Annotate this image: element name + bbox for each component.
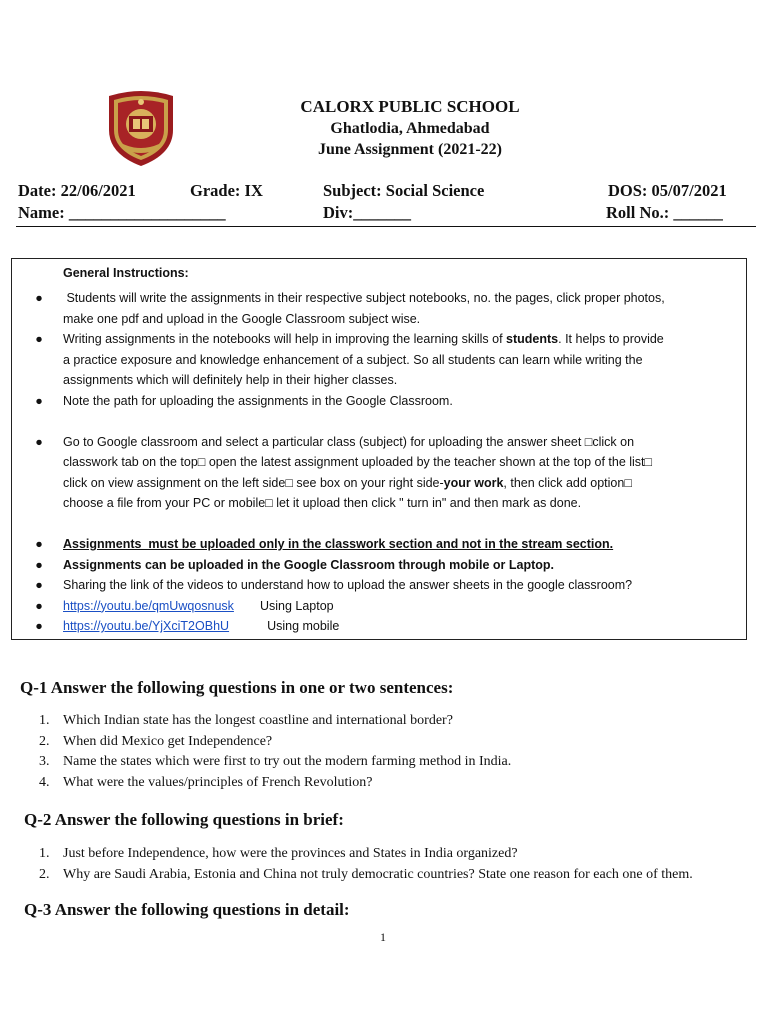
- list-item: [32, 575, 744, 596]
- instruction-bold-text: your work: [443, 475, 504, 490]
- instruction-text: a practice exposure and knowledge enhancement of a subject. So all students can learn while writing the: [63, 352, 643, 367]
- div-field: Div:_______: [323, 203, 411, 222]
- list-item: 1. Which Indian state has the longest coastline and international border?: [39, 713, 453, 728]
- list-item: 2. Why are Saudi Arabia, Estonia and China not truly democratic countries? State one reason for each one of them.: [39, 866, 693, 882]
- bullet-icon: ●: [35, 578, 43, 593]
- question-3-heading: Q-3 Answer the following questions in detail:: [24, 900, 350, 919]
- link-label: Using mobile: [267, 619, 340, 634]
- question-text: Just before Independence, how were the provinces and States in India organized?: [63, 846, 518, 861]
- bullet-icon: ●: [35, 332, 43, 347]
- list-item: 3. Name the states which were first to try out the modern farming method in India.: [39, 754, 512, 770]
- name-field: Name: ___________________: [18, 203, 226, 222]
- bullet-icon: ●: [35, 434, 43, 449]
- instruction-text-pre: Writing assignments in the notebooks will help in improving the learning skills of: [63, 332, 507, 347]
- instructions-title: General Instructions:: [63, 266, 189, 280]
- instruction-text: Note the path for uploading the assignments in the Google Classroom.: [63, 393, 453, 408]
- bullet-icon: ●: [35, 393, 43, 408]
- assignment-title: June Assignment (2021-22): [317, 141, 502, 158]
- instruction-text: assignments which will definitely help in their higher classes.: [63, 373, 398, 388]
- bullet-icon: ●: [35, 598, 43, 613]
- instruction-text: make one pdf and upload in the Google Classroom subject wise.: [63, 311, 421, 326]
- question-text: Which Indian state has the longest coastline and international border?: [63, 713, 453, 728]
- question-2-heading: Q-2 Answer the following questions in brief:: [24, 810, 344, 829]
- question-text: What were the values/principles of French Revolution?: [63, 775, 373, 791]
- instruction-text: [63, 473, 744, 494]
- list-item: 2. When did Mexico get Independence?: [39, 733, 273, 749]
- instruction-bold-text: students: [506, 332, 559, 347]
- dos-field: DOS: 05/07/2021: [608, 181, 727, 200]
- instruction-text-post: , then click add option□: [503, 475, 632, 490]
- page-number: 1: [380, 930, 386, 944]
- instruction-text: Sharing the link of the videos to understand how to upload the answer sheets in the google classroom?: [63, 578, 633, 593]
- instruction-text: Assignments must be uploaded only in the classwork section and not in the stream section.: [63, 536, 614, 551]
- list-item: [32, 432, 744, 514]
- list-item: [32, 329, 744, 391]
- instruction-text-post: . It helps to provide: [558, 332, 664, 347]
- instruction-text: Go to Google classroom and select a particular class (subject) for uploading the answer sheet □click on: [63, 434, 635, 449]
- bullet-icon: ●: [35, 291, 43, 305]
- school-header: [260, 96, 560, 160]
- instruction-text: choose a file from your PC or mobile□ let it upload then click " turn in" and then mark as done.: [63, 496, 582, 511]
- list-item: [32, 391, 744, 412]
- link-label: Using Laptop: [259, 598, 334, 613]
- roll-field: Roll No.: ______: [606, 203, 723, 222]
- bullet-icon: ●: [35, 619, 43, 634]
- list-item: [32, 596, 744, 617]
- list-item: [32, 288, 744, 329]
- list-item: 4. What were the values/principles of French Revolution?: [39, 775, 373, 791]
- list-item: [32, 555, 744, 576]
- list-item: [32, 534, 744, 555]
- instruction-bold-text: Assignments can be uploaded in the Google Classroom through mobile or Laptop.: [63, 557, 555, 572]
- bullet-icon: ●: [35, 536, 43, 551]
- list-item: [32, 616, 744, 637]
- instruction-text-pre: click on view assignment on the left side□ see box on your right side-: [63, 475, 444, 490]
- bullet-icon: ●: [35, 557, 43, 572]
- header-divider: [16, 226, 756, 227]
- instruction-text: classwork tab on the top□ open the latest assignment uploaded by the teacher shown at the top of the list□: [63, 455, 653, 470]
- mobile-video-link[interactable]: https://youtu.be/YjXciT2OBhU: [63, 619, 230, 634]
- subject-field: Subject: Social Science: [323, 181, 485, 200]
- question-text: When did Mexico get Independence?: [63, 733, 273, 749]
- question-text: Why are Saudi Arabia, Estonia and China not truly democratic countries? State one reason for each one of them.: [63, 866, 693, 882]
- instruction-text: [63, 329, 744, 350]
- school-name: CALORX PUBLIC SCHOOL: [300, 97, 520, 116]
- instruction-text: Students will write the assignments in their respective subject notebooks, no. the pages, click proper photos,: [63, 291, 665, 305]
- question-1-list: [39, 711, 511, 794]
- date-field: Date: 22/06/2021: [18, 181, 136, 200]
- grade-field: Grade: IX: [190, 181, 263, 200]
- school-crest-icon: [103, 88, 179, 168]
- question-1-heading: Q-1 Answer the following questions in one or two sentences:: [20, 678, 454, 697]
- laptop-video-link[interactable]: https://youtu.be/qmUwqosnusk: [63, 598, 234, 613]
- instructions-list: [32, 288, 744, 637]
- question-text: Name the states which were first to try out the modern farming method in India.: [63, 754, 512, 770]
- question-2-list: [39, 844, 693, 885]
- list-item: 1. Just before Independence, how were the provinces and States in India organized?: [39, 846, 518, 861]
- school-location: Ghatlodia, Ahmedabad: [330, 120, 490, 137]
